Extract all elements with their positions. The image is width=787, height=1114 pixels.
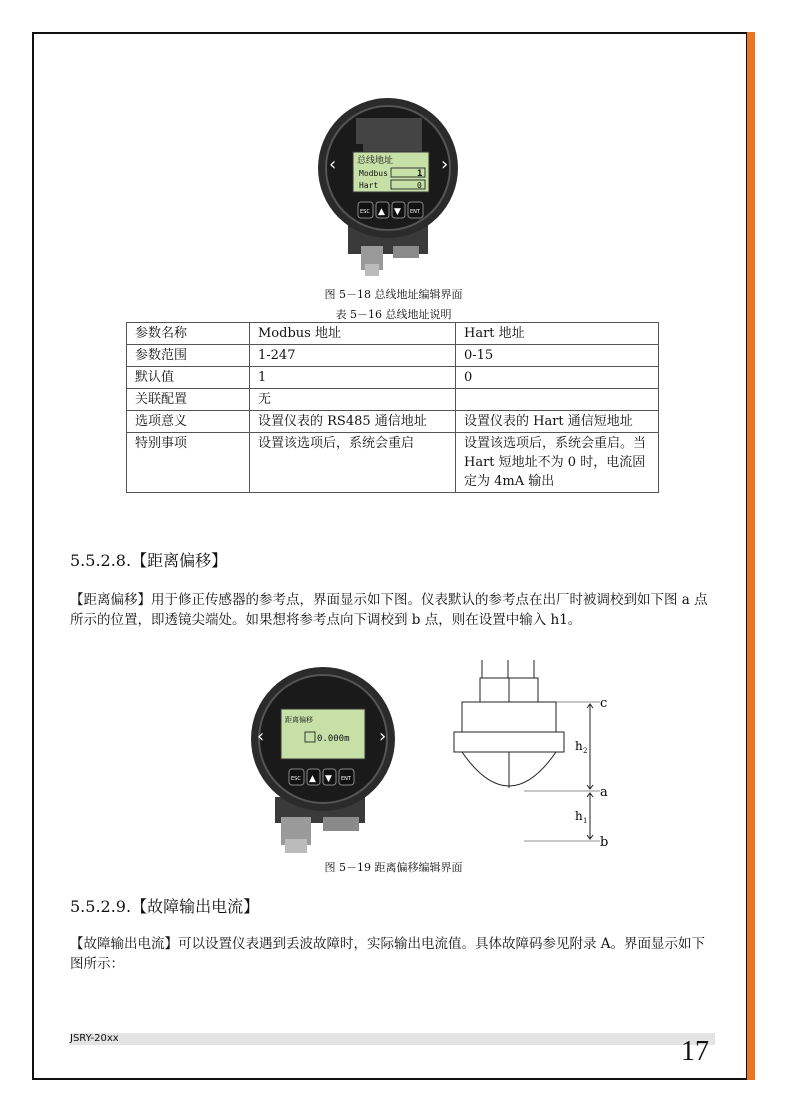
page-edge-bar xyxy=(747,32,755,1080)
table-cell: 参数范围 xyxy=(127,345,250,367)
table-cell: 设置仪表的 RS485 通信地址 xyxy=(250,411,456,433)
table-header-row xyxy=(127,323,659,345)
figure-caption-5-19: 图 5－19 距离偏移编辑界面 xyxy=(324,861,463,874)
down-label-1: ▼ xyxy=(394,207,401,217)
table-cell: 参数名称 xyxy=(127,323,250,345)
table-cell: 默认值 xyxy=(127,367,250,389)
table-row xyxy=(127,411,659,433)
lcd-row-label-hart: Hart xyxy=(359,181,379,190)
point-b-label: b xyxy=(600,835,609,850)
section-heading-distance-offset: 5.5.2.8.【距离偏移】 xyxy=(70,551,228,570)
table-cell xyxy=(456,389,659,411)
ent-label-2: ENT xyxy=(341,776,351,782)
down-label-2: ▼ xyxy=(325,774,332,784)
lcd-value-2: 0.000m xyxy=(317,734,350,744)
h2-subscript: 2 xyxy=(583,747,588,755)
esc-label-1: ESC xyxy=(360,209,370,215)
up-label-1: ▲ xyxy=(378,207,385,217)
table-cell: 设置该选项后，系统会重启 xyxy=(250,433,456,493)
lcd-row-label-modbus: Modbus xyxy=(359,169,388,178)
table-cell: 0-15 xyxy=(456,345,659,367)
h1-subscript: 1 xyxy=(583,817,588,825)
section-heading-fault-current: 5.5.2.9.【故障输出电流】 xyxy=(70,897,260,916)
svg-text:‹: ‹ xyxy=(329,154,337,175)
esc-label-2: ESC xyxy=(291,776,301,782)
lcd-row-value-hart: 0 xyxy=(417,181,422,190)
table-cell: 1-247 xyxy=(250,345,456,367)
sensor-reference-diagram xyxy=(440,660,620,850)
up-label-2: ▲ xyxy=(309,774,316,784)
table-cell: 选项意义 xyxy=(127,411,250,433)
svg-text:›: › xyxy=(441,154,449,175)
table-cell: 1 xyxy=(250,367,456,389)
table-cell: 无 xyxy=(250,389,456,411)
table-cell: 特别事项 xyxy=(127,433,250,493)
table-cell: 设置仪表的 Hart 通信短地址 xyxy=(456,411,659,433)
point-a-label: a xyxy=(600,785,608,800)
bus-address-table xyxy=(126,322,659,493)
figure-caption-5-18: 图 5－18 总线地址编辑界面 xyxy=(324,288,463,301)
footer-band xyxy=(70,1033,715,1045)
table-cell: Hart 地址 xyxy=(456,323,659,345)
svg-text:‹: ‹ xyxy=(257,726,265,747)
table-cell: 设置该选项后，系统会重启。当 Hart 短地址不为 0 时，电流固定为 4mA 输出 xyxy=(456,433,659,493)
table-cell: 关联配置 xyxy=(127,389,250,411)
h2-label: h xyxy=(575,739,583,753)
page-number: 17 xyxy=(681,1036,709,1067)
device-illustration-bus-address xyxy=(313,96,463,281)
svg-text:›: › xyxy=(379,726,387,747)
lcd-title-2: 距离偏移 xyxy=(285,716,313,724)
h1-label: h xyxy=(575,809,583,823)
table-row xyxy=(127,345,659,367)
device-illustration-distance-offset xyxy=(245,667,405,857)
table-caption-5-16: 表 5－16 总线地址说明 xyxy=(335,308,452,321)
table-cell: 0 xyxy=(456,367,659,389)
section-paragraph-fault-current: 【故障输出电流】可以设置仪表遇到丢波故障时，实际输出电流值。具体故障码参见附录 A。界面显示如下图所示： xyxy=(70,936,706,972)
table-row xyxy=(127,433,659,493)
footer-doc-code: JSRY-20xx xyxy=(70,1033,119,1044)
section-paragraph-distance-offset: 【距离偏移】用于修正传感器的参考点，界面显示如下图。仪表默认的参考点在出厂时被调校到如下图 a 点所示的位置，即透镜尖端处。如果想将参考点向下调校到 b 点，则在设置中输入 h1。 xyxy=(70,592,708,628)
point-c-label: c xyxy=(600,696,608,711)
table-row xyxy=(127,367,659,389)
table-cell: Modbus 地址 xyxy=(250,323,456,345)
ent-label-1: ENT xyxy=(410,209,420,215)
lcd-row-value-modbus: 1 xyxy=(417,169,423,179)
lcd-title-1: 总线地址 xyxy=(357,156,394,166)
table-row xyxy=(127,389,659,411)
